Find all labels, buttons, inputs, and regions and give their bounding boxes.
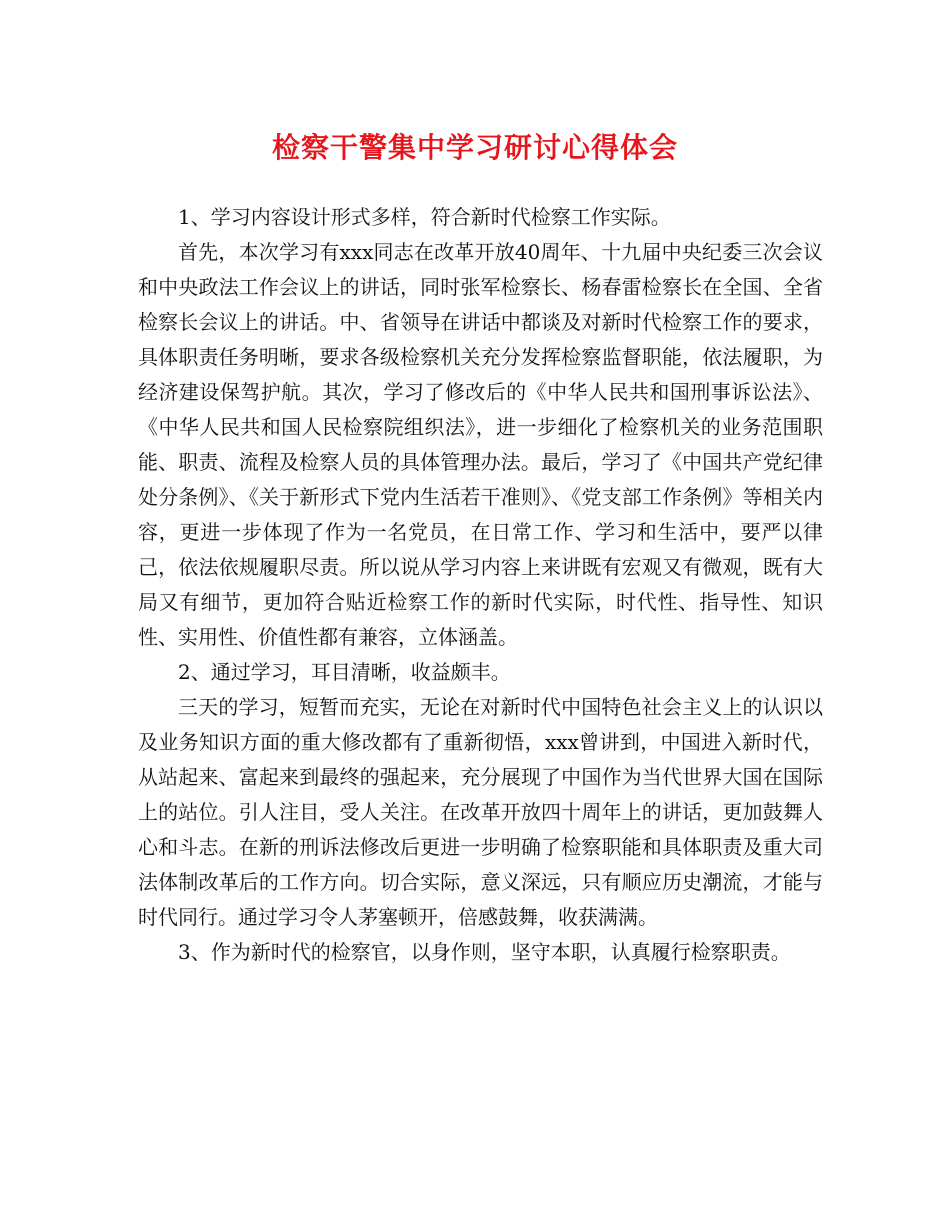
- document-title: 检察干警集中学习研讨心得体会: [271, 131, 678, 164]
- paragraph-section-2-heading: 2、通过学习，耳目清晰，收益颇丰。: [178, 660, 511, 684]
- document-body: [138, 200, 823, 970]
- paragraph-section-1-body: 首先，本次学习有xxx同志在改革开放40周年、十九届中央纪委三次会议和中央政法工作会议上的讲话，同时张军检察长、杨春雷检察长在全国、全省检察长会议上的讲话。中、省领导在讲话中都谈及对新时代检察工作的要求，具体职责任务明晰，要求各级检察机关充分发挥检察监督职能，依法履职，为经济建设保驾护航。其次，学习了修改后的《中华人民共和国刑事诉讼法》、《中华人民共和国人民检察院组织法》，进一步细化了检察机关的业务范围职能、职责、流程及检察人员的具体管理办法。最后，学习了《中国共产党纪律处分条例》、《关于新形式下党内生活若干准则》、《党支部工作条例》等相关内容，更进一步体现了作为一名党员，在日常工作、学习和生活中，要严以律己，依法依规履职尽责。所以说从学习内容上来讲既有宏观又有微观，既有大局又有细节，更加符合贴近检察工作的新时代实际，时代性、指导性、知识性、实用性、价值性都有兼容，立体涵盖。: [138, 240, 823, 649]
- paragraph-section-3-heading: 3、作为新时代的检察官，以身作则，坚守本职，认真履行检察职责。: [178, 940, 791, 964]
- paragraph-section-1-heading: 1、学习内容设计形式多样，符合新时代检察工作实际。: [178, 205, 671, 229]
- paragraph-section-2-body: 三天的学习，短暂而充实，无论在对新时代中国特色社会主义上的认识以及业务知识方面的重大修改都有了重新彻悟，xxx曾讲到，中国进入新时代，从站起来、富起来到最终的强起来，充分展现了中国作为当代世界大国在国际上的站位。引人注目，受人关注。在改革开放四十周年上的讲话，更加鼓舞人心和斗志。在新的刑诉法修改后更进一步明确了检察职能和具体职责及重大司法体制改革后的工作方向。切合实际，意义深远，只有顺应历史潮流，才能与时代同行。通过学习令人茅塞顿开，倍感鼓舞，收获满满。: [138, 695, 823, 929]
